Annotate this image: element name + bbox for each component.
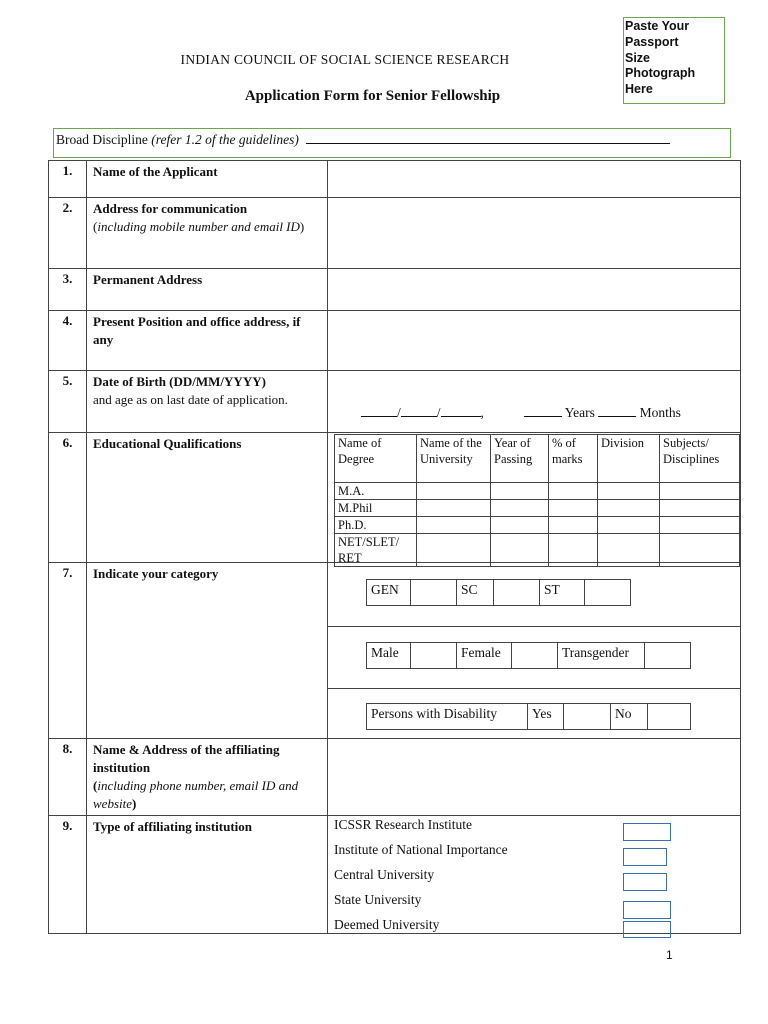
edu-degree: M.Phil (335, 500, 417, 517)
form-title: Application Form for Senior Fellowship (244, 88, 501, 104)
row-label: Type of affiliating institution (87, 816, 328, 934)
education-table (334, 434, 740, 567)
note-paren: ( (93, 219, 98, 234)
edu-degree: NET/SLET/ RET (335, 534, 417, 567)
education-header-row (335, 435, 740, 483)
date-separator: / (436, 405, 441, 420)
row-label: Permanent Address (87, 269, 328, 311)
option-label-female: Female (457, 643, 512, 669)
note-paren: ( (93, 778, 98, 793)
category-cell (328, 563, 741, 739)
edu-degree: M.A. (335, 483, 417, 500)
institution-type-option: State University (334, 892, 422, 907)
row-sublabel: and age as on last date of application. (93, 392, 288, 407)
option-label-male: Male (367, 643, 411, 669)
edu-col-year: Year of Passing (491, 435, 549, 483)
gen-checkbox[interactable] (411, 580, 457, 606)
note-paren: ) (132, 796, 137, 811)
dob-month-blank[interactable] (401, 405, 437, 417)
option-label-yes: Yes (528, 704, 564, 730)
deemed-university-checkbox[interactable] (623, 921, 671, 938)
form-row (49, 311, 741, 371)
national-importance-checkbox[interactable] (623, 848, 667, 866)
form-row (49, 161, 741, 198)
male-checkbox[interactable] (411, 643, 457, 669)
row-note: including phone number, email ID and website (93, 778, 299, 811)
form-row (49, 433, 741, 563)
application-form-table (48, 160, 741, 934)
row-number: 6. (49, 433, 87, 563)
discipline-input-line[interactable] (306, 132, 670, 144)
dob-day-blank[interactable] (361, 405, 397, 417)
form-row (49, 739, 741, 816)
affiliating-institution-field[interactable] (328, 739, 741, 816)
row-number: 2. (49, 198, 87, 269)
row-number: 4. (49, 311, 87, 371)
present-position-field[interactable] (328, 311, 741, 371)
row-number: 9. (49, 816, 87, 934)
edu-input[interactable] (417, 500, 491, 517)
edu-input[interactable] (417, 483, 491, 500)
row-number: 7. (49, 563, 87, 739)
edu-input[interactable] (491, 483, 549, 500)
edu-input[interactable] (417, 517, 491, 534)
edu-input[interactable] (660, 517, 740, 534)
sc-checkbox[interactable] (494, 580, 540, 606)
row-note: including mobile number and email ID (97, 219, 300, 234)
edu-input[interactable] (549, 500, 598, 517)
option-label-disability: Persons with Disability (367, 704, 528, 730)
edu-col-division: Division (598, 435, 660, 483)
row-label: Name & Address of the affiliating institution (93, 742, 280, 775)
edu-input[interactable] (549, 517, 598, 534)
page-number: 1 (666, 948, 673, 962)
discipline-label: Broad Discipline (56, 132, 148, 147)
edu-col-university: Name of the University (417, 435, 491, 483)
disability-yes-checkbox[interactable] (564, 704, 611, 730)
form-row (49, 371, 741, 433)
row-label: Indicate your category (87, 563, 328, 739)
row-number: 1. (49, 161, 87, 198)
dob-age-cell (328, 371, 741, 433)
disability-no-checkbox[interactable] (648, 704, 691, 730)
option-label-sc: SC (457, 580, 494, 606)
institution-type-option: Institute of National Importance (334, 842, 508, 857)
applicant-name-field[interactable] (328, 161, 741, 198)
row-label-cell (87, 739, 328, 816)
photo-text-line: Photograph (625, 66, 696, 81)
transgender-checkbox[interactable] (645, 643, 691, 669)
row-label-cell (87, 371, 328, 433)
disability-options (366, 703, 691, 730)
state-university-checkbox[interactable] (623, 901, 671, 919)
edu-input[interactable] (598, 517, 660, 534)
edu-input[interactable] (549, 483, 598, 500)
photo-text-line: Here (625, 82, 653, 97)
row-number: 3. (49, 269, 87, 311)
edu-input[interactable] (660, 500, 740, 517)
form-row (49, 269, 741, 311)
age-years-blank[interactable] (524, 405, 562, 417)
row-label: Name of the Applicant (87, 161, 328, 198)
date-separator: / (397, 405, 401, 420)
option-label-st: ST (540, 580, 585, 606)
communication-address-field[interactable] (328, 198, 741, 269)
female-checkbox[interactable] (512, 643, 558, 669)
note-paren: ) (299, 219, 305, 234)
edu-col-marks: % of marks (549, 435, 598, 483)
st-checkbox[interactable] (585, 580, 631, 606)
edu-input[interactable] (660, 483, 740, 500)
edu-input[interactable] (598, 483, 660, 500)
photo-text-line: Size (625, 50, 651, 65)
form-row (49, 198, 741, 269)
organization-title: INDIAN COUNCIL OF SOCIAL SCIENCE RESEARCH (180, 52, 510, 67)
row-label-cell (87, 198, 328, 269)
row-label: Educational Qualifications (87, 433, 328, 563)
education-cell (328, 433, 741, 563)
row-number: 8. (49, 739, 87, 816)
institution-type-cell (328, 816, 741, 934)
form-row (49, 816, 741, 934)
option-label-gen: GEN (367, 580, 411, 606)
row-label: Date of Birth (DD/MM/YYYY) (93, 374, 266, 389)
age-months-blank[interactable] (598, 405, 636, 417)
edu-col-degree: Name of Degree (335, 435, 417, 483)
edu-input[interactable] (598, 500, 660, 517)
institution-type-option: Deemed University (334, 917, 440, 932)
institution-type-option: Central University (334, 867, 435, 882)
option-label-transgender: Transgender (558, 643, 645, 669)
education-row (335, 483, 740, 500)
permanent-address-field[interactable] (328, 269, 741, 311)
photo-text-line: Paste Your (625, 19, 690, 33)
broad-discipline-field[interactable] (53, 128, 731, 158)
dob-year-blank[interactable] (441, 405, 481, 417)
caste-category-options (366, 579, 631, 606)
divider (328, 626, 740, 627)
institution-type-option: ICSSR Research Institute (334, 817, 472, 832)
row-label: Present Position and office address, if any (87, 311, 328, 371)
date-comma: , (480, 405, 484, 420)
years-label: Years (564, 405, 595, 420)
edu-input[interactable] (491, 517, 549, 534)
central-university-checkbox[interactable] (623, 873, 667, 891)
edu-input[interactable] (491, 500, 549, 517)
education-row (335, 517, 740, 534)
gender-options (366, 642, 691, 669)
education-row (335, 500, 740, 517)
icssr-institute-checkbox[interactable] (623, 823, 671, 841)
form-row (49, 563, 741, 739)
row-number: 5. (49, 371, 87, 433)
divider (328, 688, 740, 689)
discipline-note: (refer 1.2 of the guidelines) (151, 132, 299, 147)
option-label-no: No (611, 704, 648, 730)
row-label: Address for communication (93, 201, 248, 216)
edu-degree: Ph.D. (335, 517, 417, 534)
edu-col-subjects: Subjects/ Disciplines (660, 435, 740, 483)
photo-text-line: Passport (625, 34, 679, 49)
months-label: Months (639, 405, 681, 420)
